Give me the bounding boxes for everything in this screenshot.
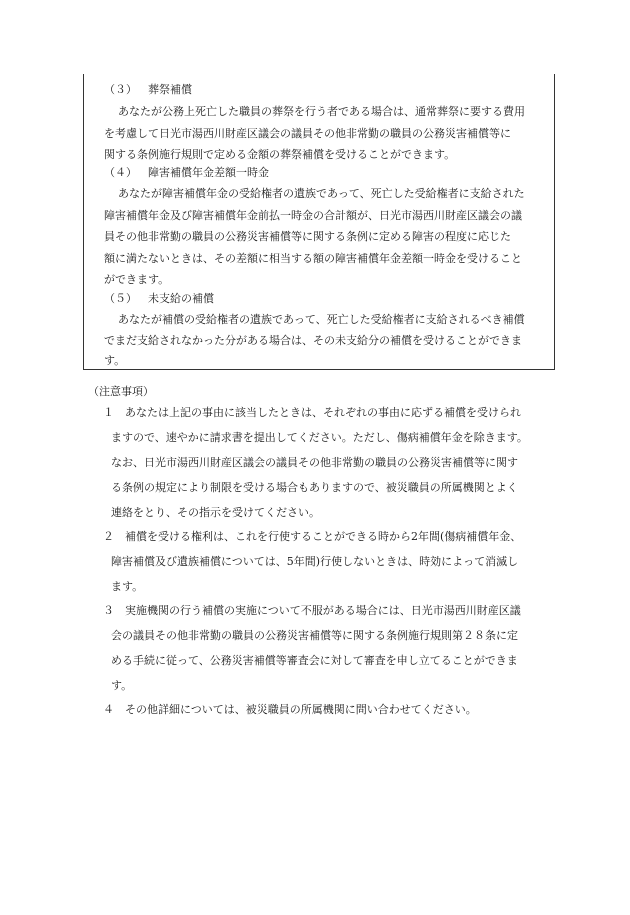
body-line: す。 — [104, 354, 126, 367]
note-number: １ — [103, 406, 114, 419]
note-number: ４ — [103, 703, 114, 716]
note-line: ３ 実施機関の行う補償の実施について不服がある場合には、日光市湯西川財産区議 — [103, 604, 521, 617]
body-line: 員その他非常勤の職員の公務災害補償等に関する条例に定める障害の程度に応じた — [104, 230, 511, 243]
notes-title: （注意事項） — [88, 385, 154, 398]
note-line: す。 — [111, 679, 133, 692]
body-line: 障害補償年金及び障害補償年金前払一時金の合計額が、日光市湯西川財産区議会の議 — [104, 209, 522, 222]
body-line: でまだ支給されなかった分がある場合は、その未支給分の補償を受けることができま — [104, 334, 522, 347]
note-line: １ あなたは上記の事由に該当したときは、それぞれの事由に応ずる補償を受けられ — [103, 406, 521, 419]
note-number: ２ — [103, 530, 114, 543]
body-line: あなたが公務上死亡した職員の葬祭を行う者である場合は、通常葬祭に要する費用 — [118, 105, 525, 118]
note-line: 会の議員その他非常勤の職員の公務災害補償等に関する条例施行規則第２８条に定 — [111, 629, 518, 642]
section-title: 障害補償年金差額一時金 — [148, 166, 269, 179]
note-line: 障害補償及び遺族補償については、5年間)行使しないときは、時効によって消滅し — [111, 555, 519, 568]
section-title: 未支給の補償 — [148, 292, 214, 305]
note-line: 連絡をとり、その指示を受けてください。 — [111, 506, 320, 519]
body-line: 額に満たないときは、その差額に相当する額の障害補償年金差額一時金を受けること — [104, 252, 522, 265]
note-line: ますので、速やかに請求書を提出してください。ただし、傷病補償年金を除きます。 — [111, 431, 528, 444]
note-line: ます。 — [111, 580, 144, 593]
body-line: あなたが補償の受給権者の遺族であって、死亡した受給権者に支給されるべき補償 — [118, 313, 525, 326]
section-heading — [104, 83, 192, 97]
section-number: （５） — [104, 292, 137, 305]
section-heading — [104, 292, 214, 306]
section-heading — [104, 166, 269, 180]
note-line: ４ その他詳細については、被災職員の所属機関に問い合わせてください。 — [103, 703, 477, 716]
note-number: ３ — [103, 604, 114, 617]
note-line: める手続に従って、公務災害補償等審査会に対して審査を申し立てることができま — [111, 654, 518, 667]
note-line: なお、日光市湯西川財産区議会の議員その他非常勤の職員の公務災害補償等に関す — [111, 456, 518, 469]
body-line: を考慮して日光市湯西川財産区議会の議員その他非常勤の職員の公務災害補償等に — [104, 127, 511, 140]
section-number: （３） — [104, 83, 137, 96]
body-line: 関する条例施行規則で定める金額の葬祭補償を受けることができます。 — [104, 148, 456, 161]
body-line: あなたが障害補償年金の受給権者の遺族であって、死亡した受給権者に支給された — [118, 187, 525, 200]
note-line: る条例の規定により制限を受ける場合もありますので、被災職員の所属機関とよく — [111, 481, 518, 494]
body-line: ができます。 — [104, 273, 170, 286]
section-title: 葬祭補償 — [148, 83, 192, 96]
note-line: ２ 補償を受ける権利は、これを行使することができる時から2年間(傷病補償年金、 — [103, 530, 522, 543]
section-number: （４） — [104, 166, 137, 179]
